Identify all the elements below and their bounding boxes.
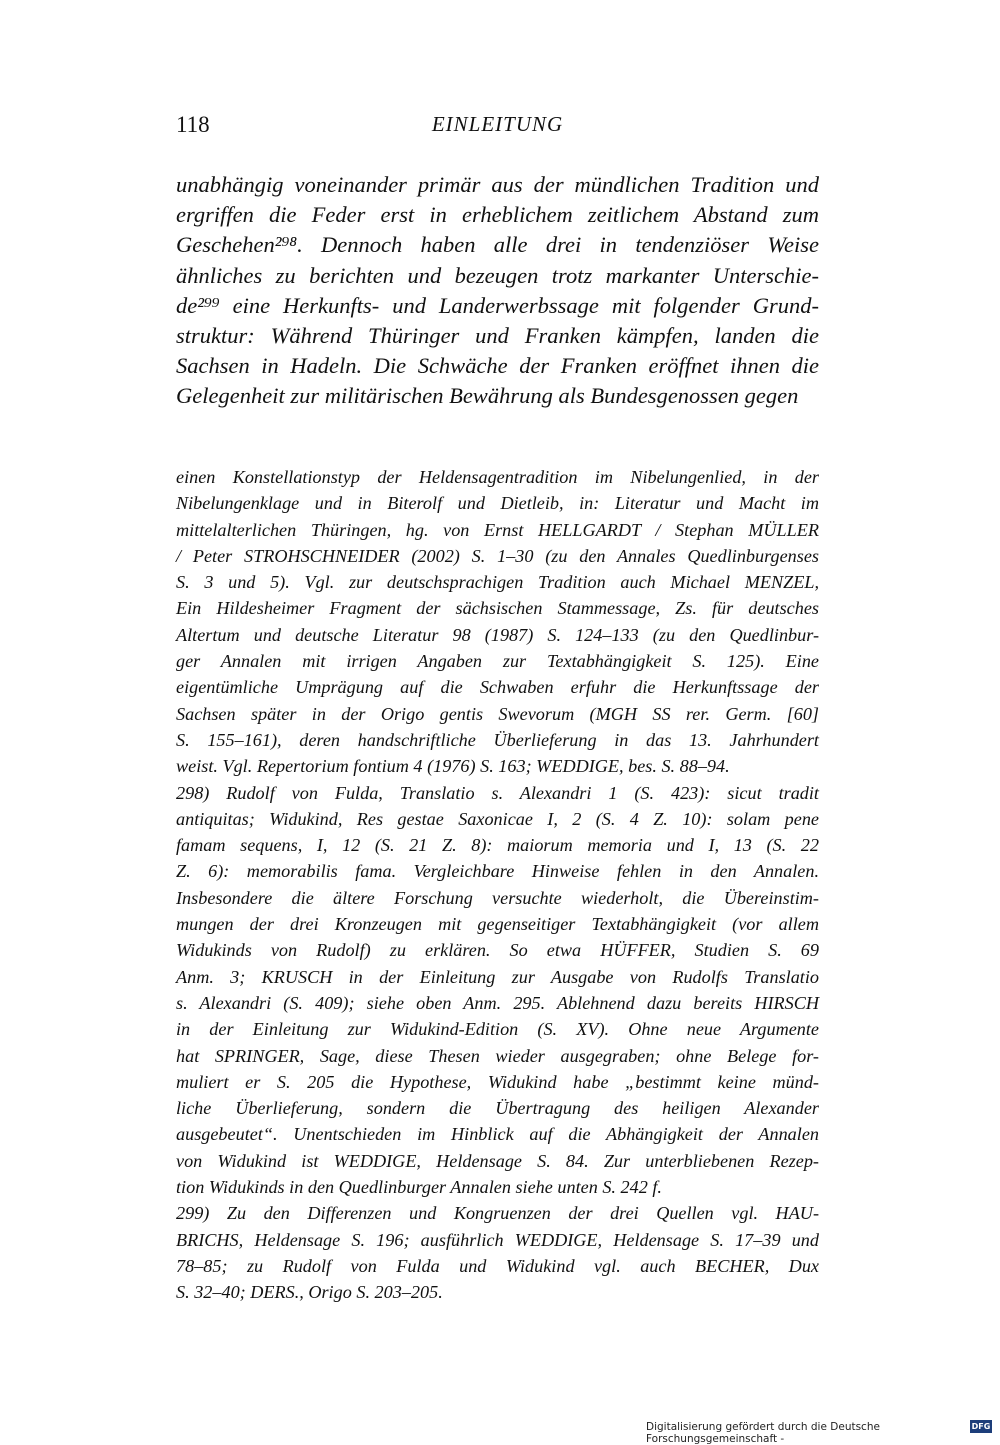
footnote-line: eigentümliche Umprägung auf die Schwaben erfuhr die Herkunftssage der <box>176 677 819 698</box>
footnote-299-line: S. 32–40; DERS., Origo S. 203–205. <box>176 1282 443 1303</box>
footnote-298-line: 298) Rudolf von Fulda, Translatio s. Alexandri 1 (S. 423): sicut tradit <box>176 782 819 803</box>
footnote-line: Ein Hildesheimer Fragment der sächsischen Stammessage, Zs. für deutsches <box>176 598 819 619</box>
footnote-line: S. 155–161), deren handschriftliche Überlieferung in das 13. Jahrhundert <box>176 729 819 750</box>
main-text-line: struktur: Während Thüringer und Franken kämpfen, landen die <box>176 323 819 349</box>
footnote-line: mittelalterlichen Thüringen, hg. von Ernst HELLGARDT / Stephan MÜLLER <box>176 519 819 540</box>
footnote-298-line: ausgebeutet“. Unentschieden im Hinblick auf die Abhängigkeit der Annalen <box>176 1124 819 1145</box>
footnote-298-line: von Widukind ist WEDDIGE, Heldensage S. 84. Zur unterbliebenen Rezep- <box>176 1150 819 1171</box>
page-number: 118 <box>176 112 210 137</box>
footnote-line: weist. Vgl. Repertorium fontium 4 (1976) S. 163; WEDDIGE, bes. S. 88–94. <box>176 756 730 777</box>
main-text-line: ähnliches zu berichten und bezeugen trotz markanter Unterschie- <box>176 262 819 288</box>
footnote-298-line: tion Widukinds in den Quedlinburger Annalen siehe unten S. 242 f. <box>176 1177 662 1198</box>
footnote-line: Nibelungenklage und in Biterolf und Dietleib, in: Literatur und Macht im <box>176 493 819 514</box>
footnote-298-line: liche Überlieferung, sondern die Übertragung des heiligen Alexander <box>176 1098 819 1119</box>
dfg-logo: DFG <box>971 1422 991 1431</box>
footnote-line: S. 3 und 5). Vgl. zur deutschsprachigen Tradition auch Michael MENZEL, <box>176 572 819 593</box>
footnote-298-line: famam sequens, I, 12 (S. 21 Z. 8): maiorum memoria und I, 13 (S. 22 <box>176 835 819 856</box>
footnote-298-line: muliert er S. 205 die Hypothese, Widukind habe „bestimmt keine münd- <box>176 1071 819 1092</box>
footnote-299-line: BRICHS, Heldensage S. 196; ausführlich WEDDIGE, Heldensage S. 17–39 und <box>176 1229 819 1250</box>
footnote-line: einen Konstellationstyp der Heldensagentradition im Nibelungenlied, in der <box>176 467 819 487</box>
main-text-line: Sachsen in Hadeln. Die Schwäche der Franken eröffnet ihnen die <box>176 353 819 379</box>
main-text-line: Gelegenheit zur militärischen Bewährung als Bundesgenossen gegen <box>176 383 799 409</box>
main-text-line: unabhängig voneinander primär aus der mündlichen Tradition und <box>176 172 819 197</box>
footnote-298-line: mungen der drei Kronzeugen mit gegenseitiger Textabhängigkeit (vor allem <box>176 914 819 935</box>
footnote-299-line: 299) Zu den Differenzen und Kongruenzen der drei Quellen vgl. HAU- <box>176 1203 819 1224</box>
footnote-298-line: Z. 6): memorabilis fama. Vergleichbare Hinweise fehlen in den Annalen. <box>176 861 819 882</box>
footnote-line: Sachsen später in der Origo gentis Swevorum (MGH SS rer. Germ. [60] <box>176 703 819 724</box>
footnote-line: Altertum und deutsche Literatur 98 (1987) S. 124–133 (zu den Quedlinbur- <box>176 624 819 645</box>
running-head: EINLEITUNG <box>431 112 564 136</box>
footnote-line: ger Annalen mit irrigen Angaben zur Textabhängigkeit S. 125). Eine <box>176 651 819 672</box>
digitization-credit: Digitalisierung gefördert durch die Deutsche Forschungsgemeinschaft - <box>646 1421 880 1445</box>
footnote-298-line: hat SPRINGER, Sage, diese Thesen wieder ausgegraben; ohne Belege for- <box>176 1045 819 1066</box>
footnotes-block <box>176 464 819 1306</box>
footnote-298-line: Widukinds von Rudolf) zu erklären. So etwa HÜFFER, Studien S. 69 <box>176 940 819 961</box>
page-header <box>176 112 819 146</box>
main-text-line: ergriffen die Feder erst in erheblichem zeitlichem Abstand zum <box>176 202 819 228</box>
footnote-298-line: Insbesondere die ältere Forschung versuchte wiederholt, die Übereinstim- <box>176 887 819 908</box>
main-text-line: Geschehen²⁹⁸. Dennoch haben alle drei in tendenziöser Weise <box>176 232 819 258</box>
footnote-298-line: s. Alexandri (S. 409); siehe oben Anm. 295. Ablehnend dazu bereits HIRSCH <box>176 992 819 1013</box>
footnote-298-line: Anm. 3; KRUSCH in der Einleitung zur Ausgabe von Rudolfs Translatio <box>176 966 819 987</box>
main-text-line: de²⁹⁹ eine Herkunfts- und Landerwerbssage mit folgender Grund- <box>176 292 819 318</box>
footnote-299-line: 78–85; zu Rudolf von Fulda und Widukind vgl. auch BECHER, Dux <box>176 1255 819 1276</box>
main-text-block <box>176 170 819 412</box>
footnote-line: / Peter STROHSCHNEIDER (2002) S. 1–30 (zu den Annales Quedlinburgenses <box>176 545 819 566</box>
footnote-298-line: in der Einleitung zur Widukind-Edition (S. XV). Ohne neue Argumente <box>176 1019 819 1040</box>
footnote-298-line: antiquitas; Widukind, Res gestae Saxonicae I, 2 (S. 4 Z. 10): solam pene <box>176 808 819 829</box>
